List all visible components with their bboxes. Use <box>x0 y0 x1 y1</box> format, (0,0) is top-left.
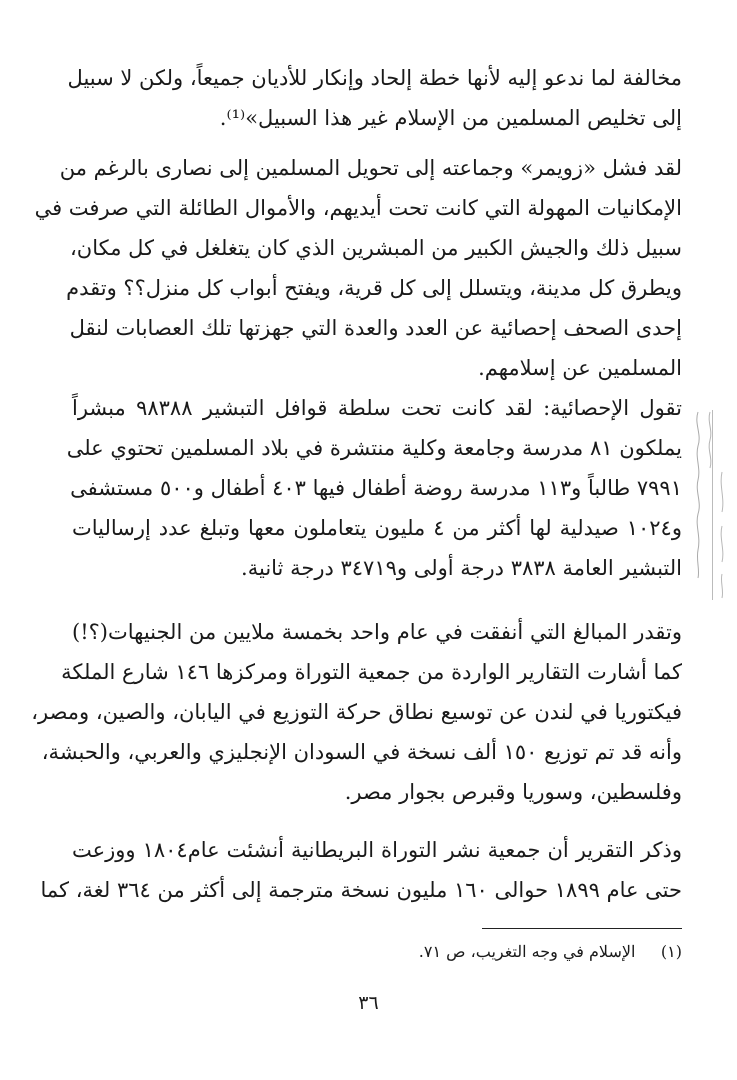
text-line: فيكتوريا في لندن عن توسيع نطاق حركة التوزيع في اليابان، والصين، ومصر، <box>31 700 682 724</box>
paragraph-4 <box>31 612 682 812</box>
pencil-scribble <box>692 410 704 580</box>
margin-bracket <box>712 410 725 600</box>
footnote-marker: (١) <box>660 942 682 961</box>
text-line: المسلمين عن إسلامهم. <box>478 356 682 380</box>
paragraph-2 <box>34 148 682 388</box>
text-line: إحدى الصحف إحصائية عن العدد والعدة التي جهزتها تلك العصابات لنقل <box>69 316 682 340</box>
text-line: مخالفة لما ندعو إليه لأنها خطة إلحاد وإنكار للأديان جميعاً، ولكن لا سبيل <box>67 66 682 90</box>
text-line: التبشير العامة ٣٨٣٨ درجة أولى و٣٤٧١٩ درجة ثانية. <box>241 556 682 580</box>
text-line: يملكون ٨١ مدرسة وجامعة وكلية منتشرة في بلاد المسلمين تحتوي على <box>66 436 682 460</box>
text-line: وأنه قد تم توزيع ١٥٠ ألف نسخة في السودان الإنجليزي والعربي، والحبشة، <box>41 740 682 764</box>
text-line: ويطرق كل مدينة، ويتسلل إلى كل قرية، ويفتح أبواب كل منزل؟؟ وتقدم <box>66 276 682 300</box>
footnote <box>300 938 682 966</box>
text-line: إلى تخليص المسلمين من الإسلام غير هذا السبيل»⁽¹⁾. <box>219 106 682 130</box>
page-number: ٣٦ <box>358 992 379 1014</box>
footnote-divider <box>482 928 682 929</box>
paragraph-1 <box>67 58 682 138</box>
text-line: ٧٩٩١ طالباً و١١٣ مدرسة روضة أطفال فيها ٤٠٣ أطفال و٥٠٠ مستشفى <box>70 476 682 500</box>
text-line: لقد فشل «زويمر» وجماعته إلى تحويل المسلمين إلى نصارى بالرغم من <box>59 156 682 180</box>
text-line: كما أشارت التقارير الواردة من جمعية التوراة ومركزها ١٤٦ شارع الملكة <box>61 660 682 684</box>
paragraph-5 <box>40 830 682 910</box>
text-line: تقول الإحصائية: لقد كانت تحت سلطة قوافل التبشير ٩٨٣٨٨ مبشراً <box>72 396 682 420</box>
text-line: الإمكانيات المهولة التي كانت تحت أيديهم، والأموال الطائلة التي صرفت في <box>34 196 682 220</box>
footnote-text: الإسلام في وجه التغريب، ص ٧١. <box>418 942 636 961</box>
text-line: حتى عام ١٨٩٩ حوالى ١٦٠ مليون نسخة مترجمة إلى أكثر من ٣٦٤ لغة، كما <box>40 878 682 902</box>
paragraph-3 <box>66 388 682 588</box>
text-line: وفلسطين، وسوريا وقبرص بجوار مصر. <box>344 780 682 804</box>
text-line: سبيل ذلك والجيش الكبير من المبشرين الذي كان يتغلغل في كل مكان، <box>70 236 682 260</box>
text-line: و١٠٢٤ صيدلية لها أكثر من ٤ مليون يتعاملون معها وتبلغ عدد إرساليات <box>72 516 682 540</box>
text-line: وتقدر المبالغ التي أنفقت في عام واحد بخمسة ملايين من الجنيهات(؟!) <box>72 620 682 644</box>
text-line: وذكر التقرير أن جمعية نشر التوراة البريطانية أنشئت عام١٨٠٤ ووزعت <box>72 838 682 862</box>
